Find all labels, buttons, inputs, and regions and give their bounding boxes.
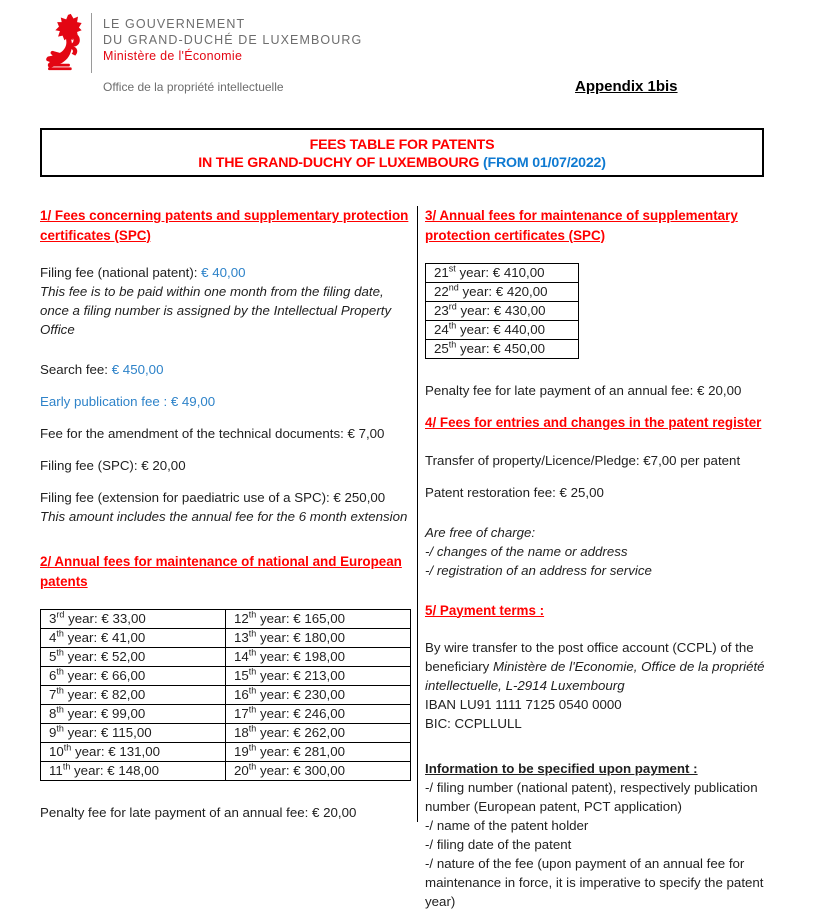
right-column [417,206,790,909]
search-fee-line [40,360,413,379]
section2-heading: 2/ Annual fees for maintenance of national and European patents [40,554,402,589]
spc-annual-fees-table [425,263,579,359]
filing-fee-value: € 40,00 [201,265,246,280]
fee-cell: 21st year: € 410,00 [426,264,579,283]
fee-cell: 14th year: € 198,00 [226,648,411,667]
fee-cell: 17th year: € 246,00 [226,705,411,724]
restoration-fee-line: Patent restoration fee: € 25,00 [425,484,604,500]
fee-table-row [41,724,411,743]
filing-fee-note: This fee is to be paid within one month from the filing date, once a filing number is assigned by the Intellectual Property Office [40,284,392,337]
fee-cell: 22nd year: € 420,00 [426,283,579,302]
beneficiary-name: Ministère de l'Economie, Office de la propriété intellectuelle, L-2914 Luxembourg [425,659,765,693]
fee-cell: 3rd year: € 33,00 [41,610,226,629]
fee-table-row [41,629,411,648]
fee-cell: 20th year: € 300,00 [226,762,411,781]
fee-table-row [41,667,411,686]
wire-transfer-text: By wire transfer to the post office account (CCPL) of the beneficiary [425,640,754,674]
fee-table-row [41,762,411,781]
paediatric-fee-note: This amount includes the annual fee for the 6 month extension [40,509,408,524]
fee-cell: 13th year: € 180,00 [226,629,411,648]
section4-heading: 4/ Fees for entries and changes in the patent register [425,415,762,430]
title-effective-date: (FROM 01/07/2022) [483,155,606,171]
payment-info-item: -/ name of the patent holder [425,818,589,833]
appendix-label: Appendix 1bis [575,78,678,95]
fee-cell: 15th year: € 213,00 [226,667,411,686]
title-box [40,128,764,177]
fee-cell: 4th year: € 41,00 [41,629,226,648]
section3-heading: 3/ Annual fees for maintenance of supplementary protection certificates (SPC) [425,208,738,243]
ministry-name: Ministère de l'Économie [103,49,243,63]
payment-info-item: -/ filing number (national patent), respectively publication number (European patent, PCT application) [425,780,758,814]
fee-table-row [41,610,411,629]
paediatric-fee-line: Filing fee (extension for paediatric use of a SPC): € 250,00 [40,490,386,505]
logo-divider [91,13,92,73]
fee-table-row [41,648,411,667]
transfer-fee-line: Transfer of property/Licence/Pledge: €7,00 per patent [425,452,741,468]
document-title-line1: FEES TABLE FOR PATENTS [309,137,495,153]
amendment-fee-line: Fee for the amendment of the technical documents: € 7,00 [40,426,385,441]
fee-cell: 19th year: € 281,00 [226,743,411,762]
section5-heading: 5/ Payment terms : [425,602,545,618]
fee-cell: 11th year: € 148,00 [41,762,226,781]
free-of-charge-item: -/ changes of the name or address [425,543,628,559]
filing-fee-label: Filing fee (national patent): [40,265,202,280]
search-fee-label: Search fee: [40,362,112,377]
fee-cell: 18th year: € 262,00 [226,724,411,743]
fee-cell: 12th year: € 165,00 [226,610,411,629]
content-columns [40,206,790,909]
fee-table-row [426,302,579,321]
early-publication-fee-line: Early publication fee : € 49,00 [40,394,216,409]
fee-cell: 10th year: € 131,00 [41,743,226,762]
spc-penalty-fee-line: Penalty fee for late payment of an annual fee: € 20,00 [425,383,742,398]
fee-cell: 5th year: € 52,00 [41,648,226,667]
payment-info-item: -/ filing date of the patent [425,837,572,852]
luxembourg-lion-icon [40,13,87,71]
filing-fee-line [40,263,413,282]
fee-cell: 25th year: € 450,00 [426,340,579,359]
penalty-fee-line: Penalty fee for late payment of an annual fee: € 20,00 [40,805,357,820]
fee-cell: 9th year: € 115,00 [41,724,226,743]
fee-cell: 16th year: € 230,00 [226,686,411,705]
office-name: Office de la propriété intellectuelle [103,80,284,94]
filing-fee-spc-line: Filing fee (SPC): € 20,00 [40,458,186,473]
fee-cell: 7th year: € 82,00 [41,686,226,705]
fee-table-row [426,340,579,359]
section1-heading: 1/ Fees concerning patents and supplementary protection certificates (SPC) [40,208,409,243]
search-fee-value: € 450,00 [111,362,164,377]
payment-info-heading: Information to be specified upon payment : [425,761,698,776]
free-of-charge-intro: Are free of charge: [425,524,536,540]
payment-info-item: -/ nature of the fee (upon payment of an annual fee for maintenance in force, it is imperative to specify the patent year) [425,856,764,909]
fee-table-row [426,321,579,340]
free-of-charge-item: -/ registration of an address for service [425,562,652,578]
title-red-part: IN THE GRAND-DUCHY OF LUXEMBOURG [198,155,483,171]
fee-table-row [41,705,411,724]
fee-cell: 23rd year: € 430,00 [426,302,579,321]
gov-name-line2: DU GRAND-DUCHÉ DE LUXEMBOURG [103,33,363,47]
fee-table-row [426,283,579,302]
fee-table-row [41,743,411,762]
iban-line: IBAN LU91 1111 7125 0540 0000 [425,697,622,712]
fee-cell: 6th year: € 66,00 [41,667,226,686]
annual-fees-table [40,609,411,781]
left-column [40,206,417,822]
fee-table-row [426,264,579,283]
fee-cell: 24th year: € 440,00 [426,321,579,340]
document-title-line2 [42,154,762,172]
government-header [40,13,362,73]
fee-table-row [41,686,411,705]
gov-name-line1: LE GOUVERNEMENT [103,17,246,31]
wire-transfer-line [425,638,790,695]
bic-line: BIC: CCPLLULL [425,716,522,731]
fee-cell: 8th year: € 99,00 [41,705,226,724]
